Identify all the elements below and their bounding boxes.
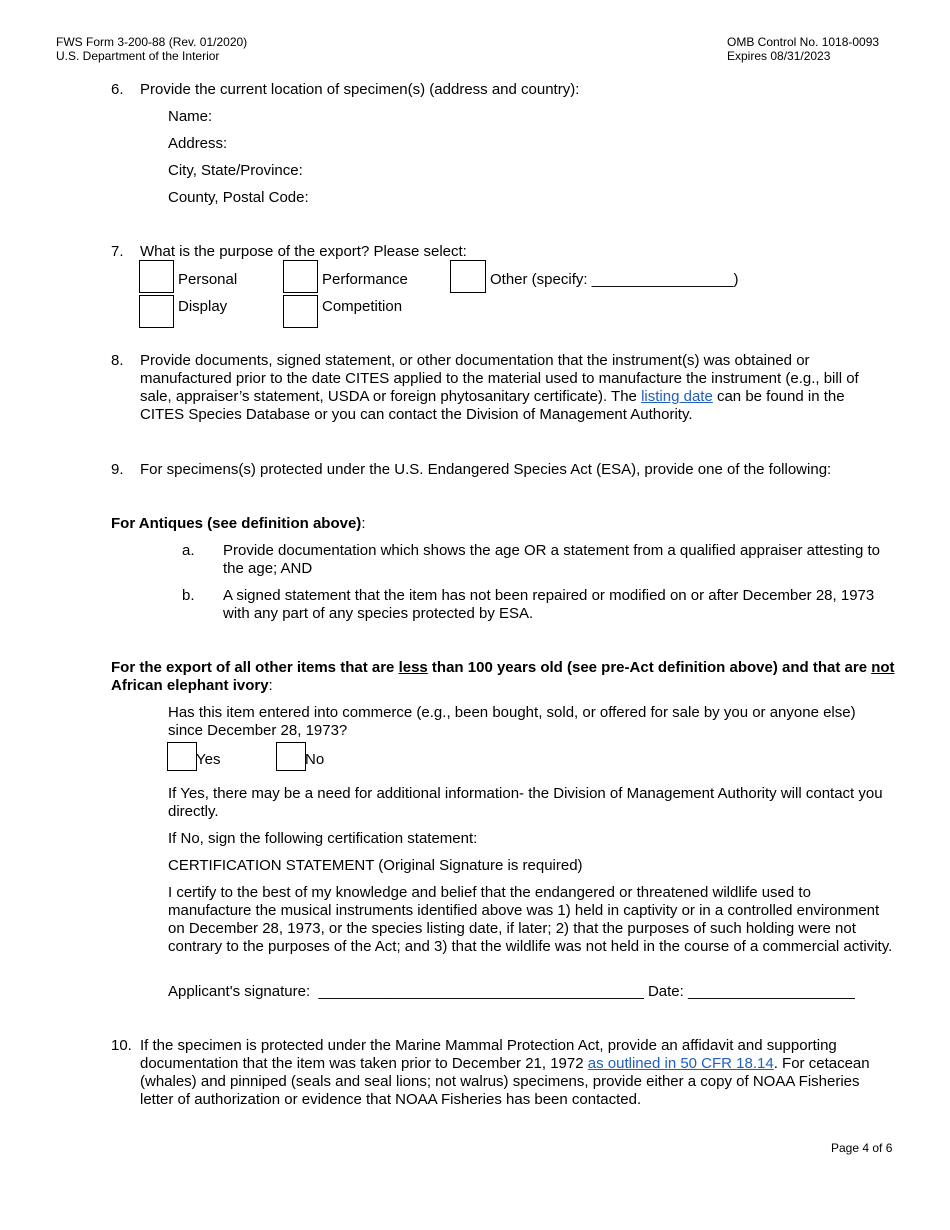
omb-control-number: OMB Control No. 1018-0093 (727, 35, 880, 49)
certification-title: CERTIFICATION STATEMENT (Original Signature is required) (168, 857, 583, 874)
expiration-date: Expires 08/31/2023 (727, 49, 831, 63)
if-no-text: If No, sign the following certification statement: (168, 830, 478, 847)
competition-checkbox[interactable] (283, 295, 318, 328)
personal-checkbox[interactable] (139, 260, 174, 293)
performance-label: Performance (322, 271, 408, 288)
q10-text-before: If the specimen is protected under the Marine Mammal Protection Act, provide an affidavit and supporting documentation that the item was taken prior to December 21, 1972 (140, 1037, 837, 1072)
heading-not: not (871, 659, 895, 676)
no-checkbox[interactable] (276, 742, 306, 771)
antiques-item-a-letter: a. (182, 542, 195, 559)
heading-less: less (398, 659, 428, 676)
q6-number: 6. (111, 81, 124, 98)
q10-text-after: . For cetacean (whales) and pinniped (seals and seal lions; not walrus) specimens, provide either a copy of NOAA Fisheries letter of authorization or evidence that NOAA Fisheries has been contacted. (140, 1055, 870, 1108)
antiques-item-b-letter: b. (182, 587, 195, 604)
yes-label: Yes (196, 751, 221, 768)
q6-county-label: County, Postal Code: (168, 189, 309, 206)
signature-line[interactable]: Applicant's signature: _______________________________________ Date: ____________________ (168, 983, 855, 1000)
other-checkbox[interactable] (450, 260, 486, 293)
q6-text: Provide the current location of specimen(s) (address and country): (140, 81, 580, 98)
display-checkbox[interactable] (139, 295, 174, 328)
competition-label: Competition (322, 298, 403, 315)
page-number: Page 4 of 6 (831, 1141, 893, 1155)
q6-city-label: City, State/Province: (168, 162, 303, 179)
heading-colon: : (268, 677, 273, 694)
if-yes-text: If Yes, there may be a need for additional information- the Division of Management Authority will contact you directly. (168, 785, 883, 820)
q7-text: What is the purpose of the export? Please select: (140, 243, 467, 260)
antiques-heading-colon: : (361, 515, 366, 532)
q9-text: For specimens(s) protected under the U.S. Endangered Species Act (ESA), provide one of the following: (140, 461, 832, 478)
antiques-heading (111, 515, 365, 533)
q9-number: 9. (111, 461, 124, 478)
q10-number: 10. (111, 1037, 132, 1054)
antiques-item-b-text: A signed statement that the item has not been repaired or modified on or after December 28, 1973 with any part of any species protected by ESA. (223, 587, 875, 622)
commerce-question: Has this item entered into commerce (e.g., been bought, sold, or offered for sale by you or anyone else) since December 28, 1973? (168, 704, 856, 739)
performance-checkbox[interactable] (283, 260, 318, 293)
q8-number: 8. (111, 352, 124, 369)
q8-text-after: can be found in the CITES Species Database or you can contact the Division of Management Authority. (140, 388, 845, 423)
q6-address-label: Address: (168, 135, 228, 152)
cfr-link[interactable]: as outlined in 50 CFR 18.14 (587, 1055, 774, 1072)
heading-part-3: African elephant ivory (111, 677, 269, 694)
q6-name-label: Name: (168, 108, 213, 125)
department-name: U.S. Department of the Interior (56, 49, 220, 63)
certification-text: I certify to the best of my knowledge and belief that the endangered or threatened wildlife used to manufacture the musical instruments identified above was 1) held in captivity or in a controlled environment on December 28, 1973, or the species listing date, if later; 2) that the purposes of such holding were not contrary to the purposes of the Act; and 3) that the wildlife was not held in the course of a commercial activity. (168, 884, 893, 955)
personal-label: Personal (178, 271, 238, 288)
q8-text-before: Provide documents, signed statement, or other documentation that the instrument(s) was obtained or manufactured prior to the date CITES applied to the material used to manufacture the instrument (e.g., bill of sale, appraiser’s statement, USDA or foreign phytosanitary certificate). The (140, 352, 859, 405)
form-number: FWS Form 3-200-88 (Rev. 01/2020) (56, 35, 248, 49)
antiques-heading-text: For Antiques (see definition above) (111, 515, 362, 532)
q7-number: 7. (111, 243, 124, 260)
yes-checkbox[interactable] (167, 742, 197, 771)
heading-part-2: than 100 years old (see pre-Act definition above) and that are (427, 659, 872, 676)
heading-part-1: For the export of all other items that are (111, 659, 399, 676)
antiques-item-a-text: Provide documentation which shows the age OR a statement from a qualified appraiser attesting to the age; AND (223, 542, 881, 577)
display-label: Display (178, 298, 228, 315)
other-items-heading (111, 659, 901, 695)
q10-text (140, 1037, 890, 1109)
no-label: No (305, 751, 325, 768)
q8-text (140, 352, 890, 424)
listing-date-link[interactable]: listing date (641, 388, 713, 405)
other-label: Other (specify: _________________) (490, 271, 739, 288)
